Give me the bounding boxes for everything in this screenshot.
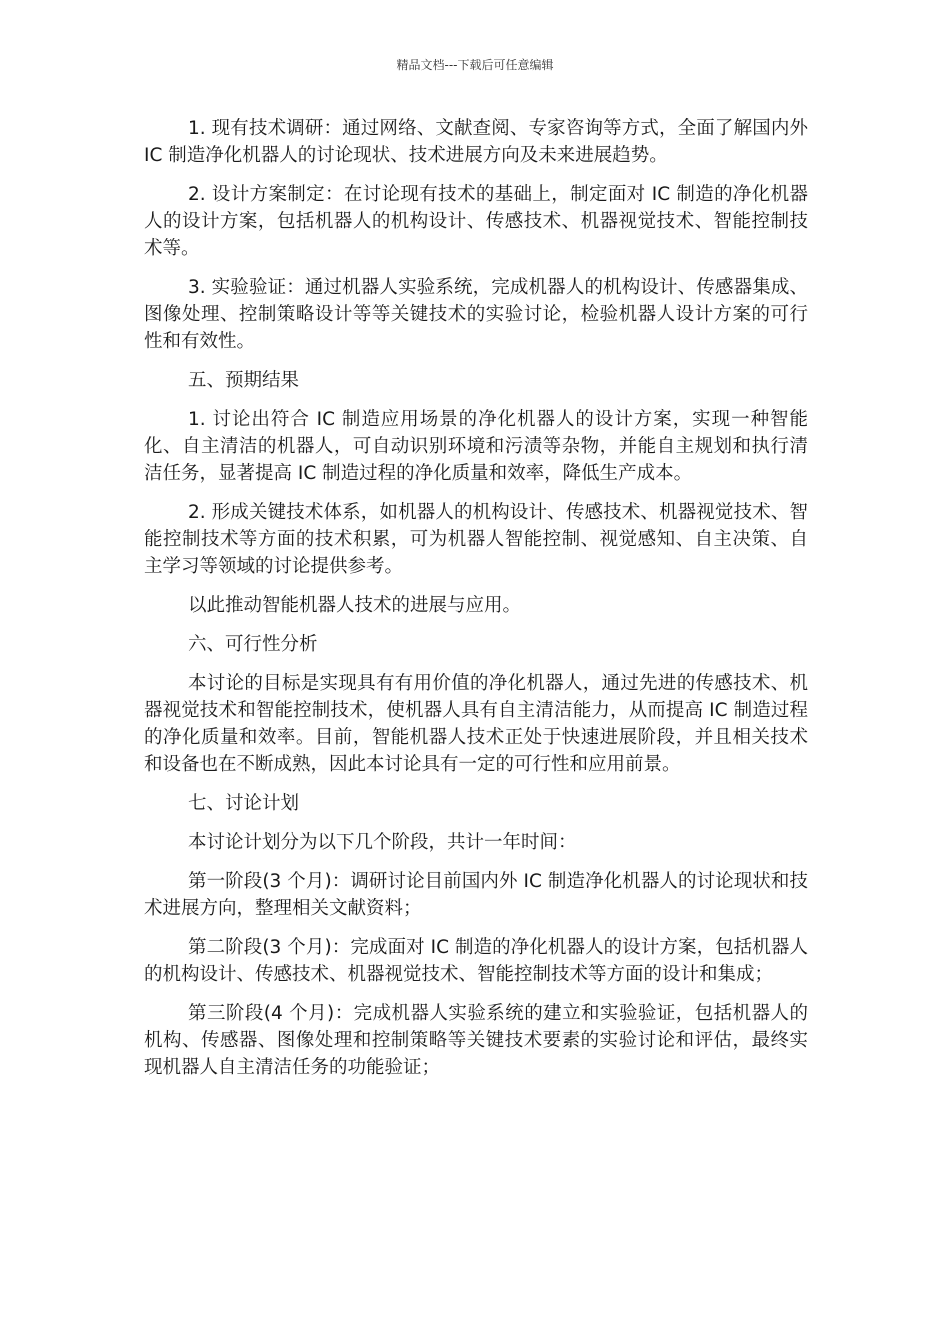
paragraph-feasibility: 本讨论的目标是实现具有有用价值的净化机器人，通过先进的传感技术、机器视觉技术和智能控制技术，使机器人具有自主清洁能力，从而提高 IC 制造过程的净化质量和效率。目前，智能机器人技术正处于快速进展阶段，并且相关技术和设备也在不断成熟，因此本讨论具有一定的可行性和应用前景。	[144, 673, 808, 775]
section-heading-plan: 七、讨论计划	[188, 793, 300, 814]
paragraph-result-1: 1. 讨论出符合 IC 制造应用场景的净化机器人的设计方案，实现一种智能化、自主清洁的机器人，可自动识别环境和污渍等杂物，并能自主规划和执行清洁任务，显著提高 IC 制造过程的净化质量和效率，降低生产成本。	[144, 409, 808, 484]
paragraph-phase-2: 第二阶段(3 个月)：完成面对 IC 制造的净化机器人的设计方案，包括机器人的机构设计、传感技术、机器视觉技术、智能控制技术等方面的设计和集成；	[144, 937, 808, 985]
document-body	[144, 115, 808, 1093]
paragraph-result-2: 2. 形成关键技术体系，如机器人的机构设计、传感技术、机器视觉技术、智能控制技术等方面的技术积累，可为机器人智能控制、视觉感知、自主决策、自主学习等领域的讨论提供参考。	[144, 502, 808, 577]
paragraph-experiment: 3. 实验验证：通过机器人实验系统，完成机器人的机构设计、传感器集成、图像处理、控制策略设计等等关键技术的实验讨论，检验机器人设计方案的可行性和有效性。	[144, 277, 808, 352]
paragraph-phase-3: 第三阶段(4 个月)：完成机器人实验系统的建立和实验验证，包括机器人的机构、传感器、图像处理和控制策略等关键技术要素的实验讨论和评估，最终实现机器人自主清洁任务的功能验证；	[144, 1003, 808, 1078]
paragraph-plan-intro: 本讨论计划分为以下几个阶段，共计一年时间：	[188, 832, 577, 853]
paragraph-research: 1. 现有技术调研：通过网络、文献查阅、专家咨询等方式，全面了解国内外 IC 制造净化机器人的讨论现状、技术进展方向及未来进展趋势。	[144, 118, 808, 166]
section-heading-expected-results: 五、预期结果	[188, 370, 300, 391]
paragraph-design: 2. 设计方案制定：在讨论现有技术的基础上，制定面对 IC 制造的净化机器人的设计方案，包括机器人的机构设计、传感技术、机器视觉技术、智能控制技术等。	[144, 184, 808, 259]
section-heading-feasibility: 六、可行性分析	[188, 634, 318, 655]
paragraph-phase-1: 第一阶段(3 个月)：调研讨论目前国内外 IC 制造净化机器人的讨论现状和技术进展方向，整理相关文献资料；	[144, 871, 808, 919]
page-header: 精品文档---下载后可任意编辑	[396, 58, 554, 72]
paragraph-result-3: 以此推动智能机器人技术的进展与应用。	[188, 595, 522, 616]
